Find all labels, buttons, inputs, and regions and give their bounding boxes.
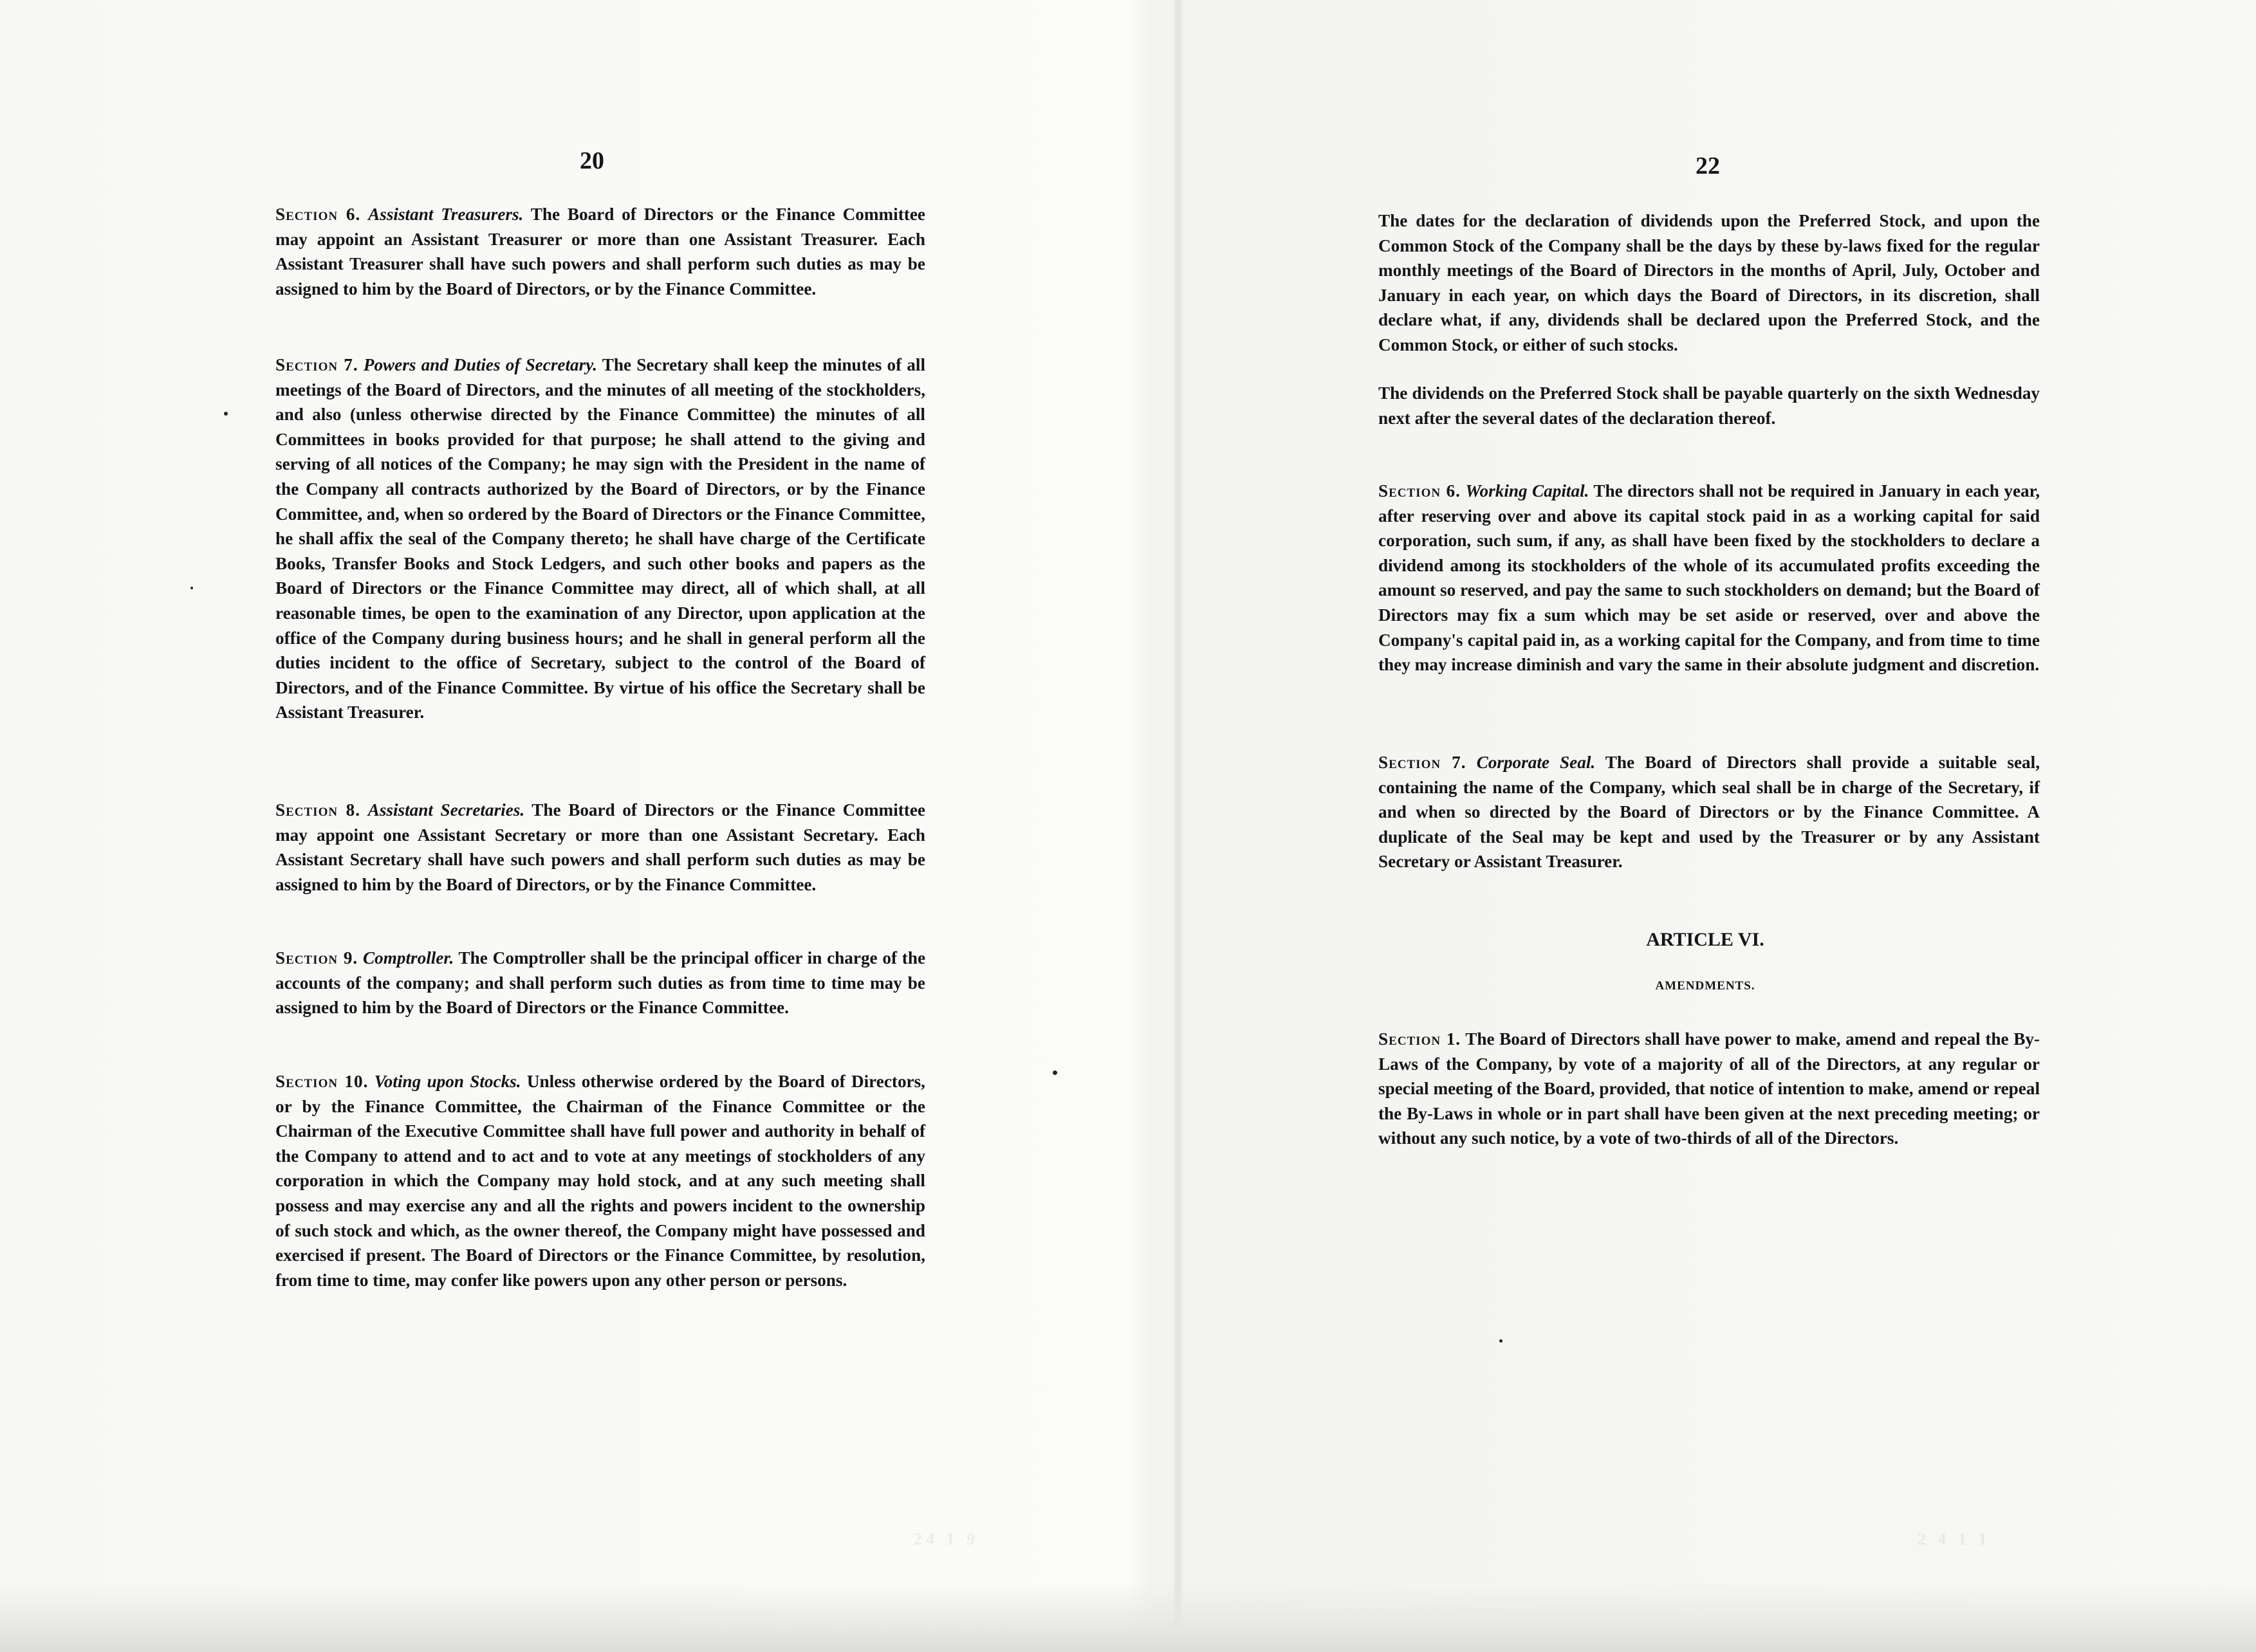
speck — [1053, 1070, 1057, 1075]
paragraph-section-6-working-capital — [1378, 479, 2040, 677]
section-label: Section 1. — [1378, 1029, 1461, 1049]
section-title: Working Capital. — [1465, 481, 1589, 500]
paragraph-section-9 — [275, 946, 925, 1020]
paragraph-section-7 — [275, 353, 925, 725]
book-gutter — [1174, 0, 1183, 1652]
section-label: Section 9. — [275, 948, 358, 968]
section-label: Section 6. — [1378, 481, 1461, 500]
section-label: Section 7. — [1378, 753, 1466, 772]
section-title: Corporate Seal. — [1476, 753, 1596, 772]
section-title: Comptroller. — [363, 948, 454, 968]
paragraph-dividend-payable — [1378, 381, 2040, 430]
speck — [190, 587, 193, 589]
paragraph-section-7-corporate-seal — [1378, 750, 2040, 874]
article-subheading: AMENDMENTS. — [1655, 979, 1755, 993]
paragraph-section-8 — [275, 798, 925, 897]
bleed-through-mark: 2 4 1 1 — [1918, 1530, 1991, 1548]
section-label: Section 8. — [275, 800, 361, 820]
section-text: The Comptroller shall be the principal officer in charge of the accounts of the company; and shall perform such duties as from time to time may be assigned to him by the Board of Directors or the Finance Committee. — [275, 948, 926, 1018]
paragraph-dividend-dates — [1378, 208, 2040, 358]
paragraph-text: The dates for the declaration of dividends upon the Preferred Stock, and upon the Common Stock of the Company shall be the days by these by-laws fixed for the regular monthly meetings of the Board of Directors in the months of April, July, October and January in each year, on which days the Board of Directors, in its discretion, shall declare what, if any, dividends shall be declared upon the Preferred Stock, and the Common Stock, or either of such stocks. — [1378, 211, 2040, 354]
paragraph-section-10 — [275, 1069, 925, 1292]
section-text: The Board of Directors shall have power to make, amend and repeal the By-Laws of the Company, by vote of a majority of all of the Directors, at any regular or special meeting of the Board, provided, that notice of intention to make, amend or repeal the By-Laws in whole or in part shall have been given at the next preceding meeting; or without any such notice, by a vote of two-thirds of all of the Directors. — [1378, 1029, 2040, 1148]
section-text: The Board of Directors or the Finance Committee may appoint an Assistant Treasurer or more than one Assistant Treasurer. Each Assistant Treasurer shall have such powers and shall perform such duties as may be assigned to him by the Board of Directors, or by the Finance Committee. — [275, 205, 925, 298]
section-title: Powers and Duties of Secretary. — [363, 355, 598, 374]
section-label: Section 7. — [275, 355, 358, 374]
paragraph-section-6 — [275, 202, 925, 301]
section-text: The Secretary shall keep the minutes of all meetings of the Board of Directors, and the minutes of all meeting of the stockholders, and also (unless otherwise directed by the Finance Committee) the minutes of all Committees in books provided for that purpose; he shall attend to the giving and serving of all notices of the Company; he may sign with the President in the name of the Company all contracts authorized by the Board of Directors, or by the Finance Committee, and, when so ordered by the Board of Directors or the Finance Committee, he shall affix the seal of the Company thereto; he shall have charge of the Certificate Books, Transfer Books and Stock Ledgers, and such other books and papers as the Board of Directors or the Finance Committee may direct, all of which shall, at all reasonable times, be open to the examination of any Director, upon application at the office of the Company during business hours; and he shall in general perform all the duties incident to the office of Secretary, subject to the control of the Board of Directors, and of the Finance Committee. By virtue of his office the Secretary shall be Assistant Treasurer. — [275, 355, 926, 722]
section-label: Section 6. — [275, 205, 361, 224]
section-text: The Board of Directors shall provide a suitable seal, containing the name of the Company, which seal shall be in charge of the Secretary, if and when so directed by the Board of Directors or by the Finance Committee. A duplicate of the Seal may be kept and used by the Treasurer or by any Assistant Secretary or Assistant Treasurer. — [1378, 753, 2040, 872]
paragraph-amendment-section-1 — [1378, 1027, 2040, 1151]
page-number: 20 — [580, 147, 604, 174]
article-heading: ARTICLE VI. — [1646, 929, 1764, 950]
section-title: Assistant Secretaries. — [367, 800, 525, 820]
section-label: Section 10. — [275, 1072, 369, 1091]
page-bottom-shadow — [0, 1583, 2256, 1652]
page-number: 22 — [1696, 152, 1720, 179]
bleed-through-mark: 24 1 9 — [914, 1530, 979, 1548]
section-text: The Board of Directors or the Finance Committee may appoint one Assistant Secretary or more than one Assistant Secretary. Each Assistant Secretary shall have such powers and shall perform such duties as may be assigned to him by the Board of Directors, or by the Finance Committee. — [275, 800, 925, 894]
section-title: Assistant Treasurers. — [368, 205, 524, 224]
section-text: The directors shall not be required in January in each year, after reserving over and above its capital stock paid in as a working capital for said corporation, such sum, if any, as shall have been fixed by the stockholders to declare a dividend among its stockholders of the whole of its accumulated profits exceeding the amount so reserved, and pay the same to such stockholders on demand; but the Board of Directors may fix a sum which may be set aside or reserved, over and above the Company's capital paid in, as a working capital for the Company, and from time to time they may increase diminish and vary the same in their absolute judgment and discretion. — [1378, 481, 2040, 675]
paragraph-text: The dividends on the Preferred Stock shall be payable quarterly on the sixth Wednesday next after the several dates of the declaration thereof. — [1378, 383, 2040, 428]
section-text: Unless otherwise ordered by the Board of Directors, or by the Finance Committee, the Chairman of the Finance Committee or the Chairman of the Executive Committee shall have full power and authority in behalf of the Company to attend and to act and to vote at any meetings of stockholders of any corporation in which the Company may hold stock, and at any such meeting shall possess and may exercise any and all the rights and powers incident to the ownership of such stock and which, as the owner thereof, the Company might have possessed and exercised if present. The Board of Directors or the Finance Committee, by resolution, from time to time, may confer like powers upon any other person or persons. — [275, 1072, 925, 1290]
section-title: Voting upon Stocks. — [374, 1072, 521, 1091]
speck — [224, 412, 228, 416]
speck — [1499, 1339, 1502, 1343]
